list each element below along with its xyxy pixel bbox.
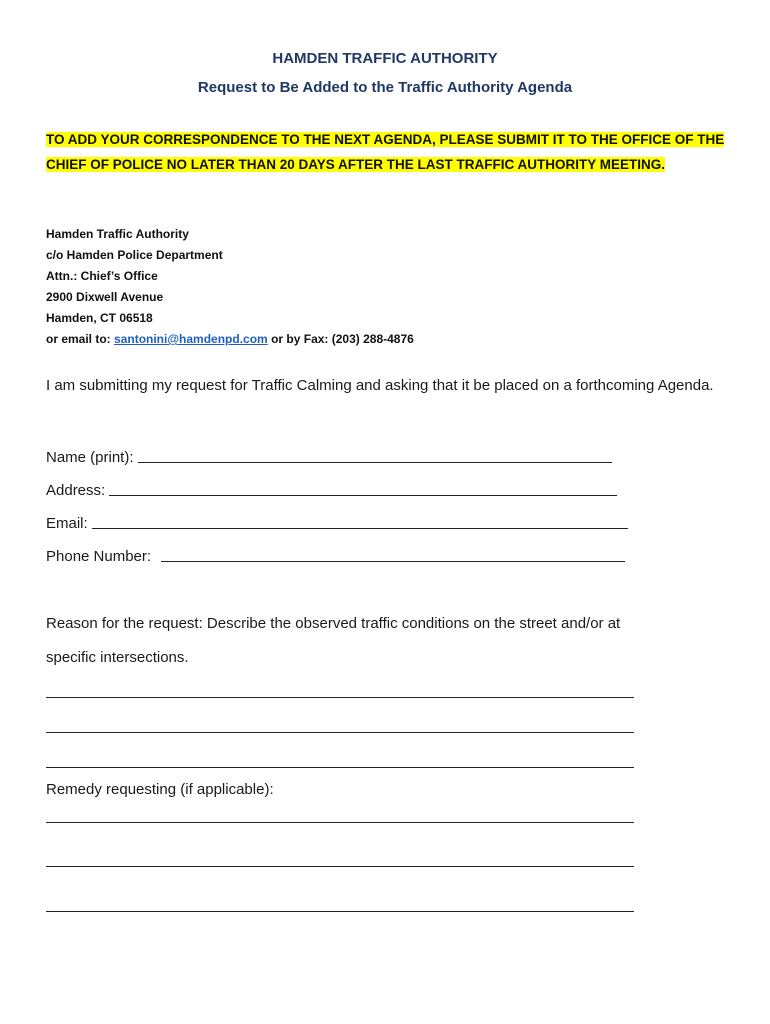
submission-notice [46,127,736,177]
reason-prompt-line-2: specific intersections. [46,649,189,666]
email-field-row [46,514,628,532]
mailing-address-block [46,224,414,350]
contact-line [46,329,414,350]
remedy-answer-line-3[interactable] [46,911,634,912]
address-input-line[interactable] [109,481,617,496]
phone-label: Phone Number: [46,548,152,565]
address-line-5: Hamden, CT 06518 [46,311,153,325]
reason-answer-line-1[interactable] [46,697,634,698]
reason-answer-line-2[interactable] [46,732,634,733]
address-line-1: Hamden Traffic Authority [46,227,189,241]
email-input-line[interactable] [92,514,628,529]
notice-highlighted-text: TO ADD YOUR CORRESPONDENCE TO THE NEXT AGENDA, PLEASE SUBMIT IT TO THE OFFICE OF THE CHIEF OF POLICE NO LATER THAN 20 DAYS AFTER THE LAST TRAFFIC AUTHORITY MEETING. [46,132,725,172]
remedy-answer-line-2[interactable] [46,866,634,867]
email-label: Email: [46,515,88,532]
email-link[interactable]: santonini@hamdenpd.com [114,332,268,346]
remedy-label: Remedy requesting (if applicable): [46,781,274,798]
document-subtitle: Request to Be Added to the Traffic Authority Agenda [197,79,573,96]
document-title: HAMDEN TRAFFIC AUTHORITY [272,50,498,67]
remedy-answer-line-1[interactable] [46,822,634,823]
email-prefix: or email to: [46,332,115,346]
address-line-3: Attn.: Chief’s Office [46,269,158,283]
reason-answer-line-3[interactable] [46,767,634,768]
address-label: Address: [46,482,106,499]
fax-text: or by Fax: (203) 288-4876 [267,332,414,346]
name-field-row [46,448,612,466]
address-line-2: c/o Hamden Police Department [46,248,223,262]
name-input-line[interactable] [138,448,612,463]
phone-field-row [46,547,625,565]
intro-statement: I am submitting my request for Traffic Calming and asking that it be placed on a forthcoming Agenda. [46,377,714,394]
address-field-row [46,481,617,499]
reason-prompt-line-1: Reason for the request: Describe the observed traffic conditions on the street and/or at [46,615,621,632]
name-label: Name (print): [46,449,134,466]
address-line-4: 2900 Dixwell Avenue [46,290,164,304]
phone-input-line[interactable] [161,547,625,562]
